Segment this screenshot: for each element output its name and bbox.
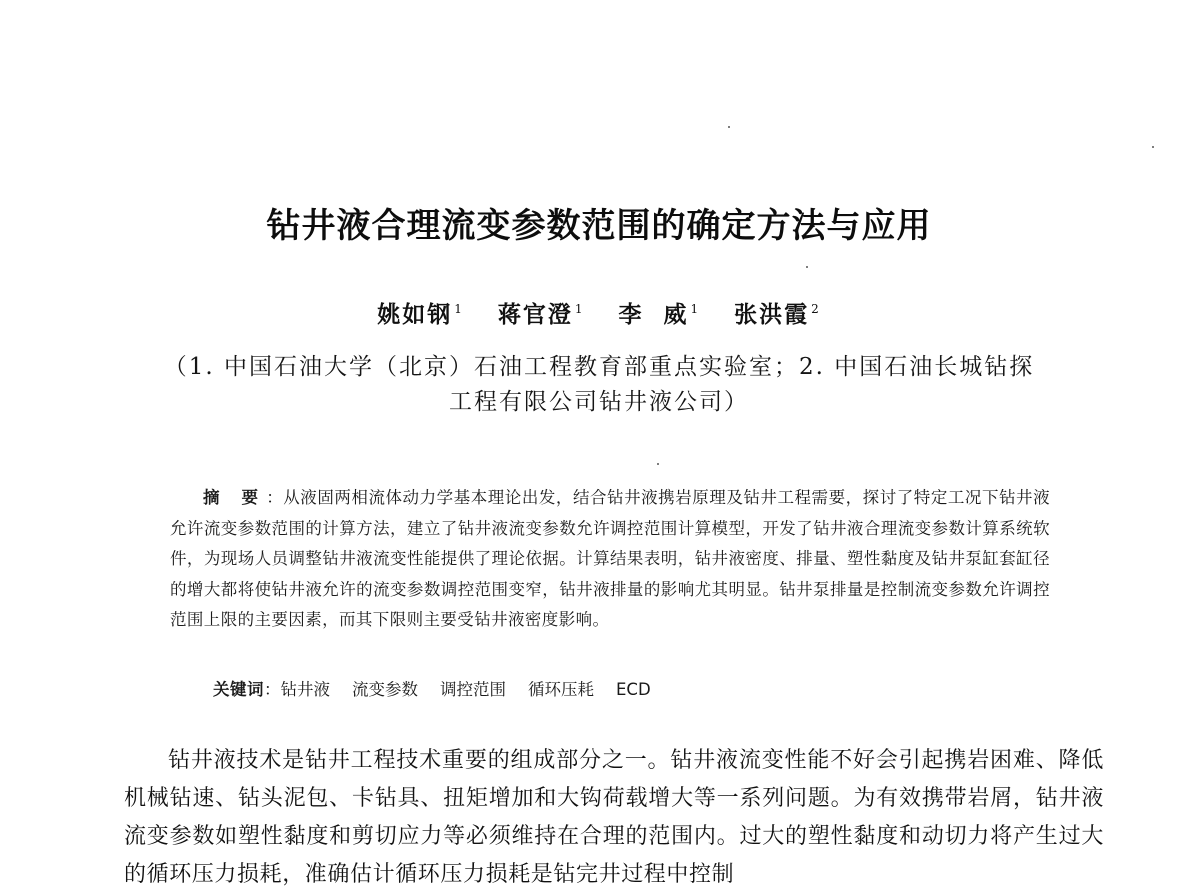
author: 姚如钢 $^1$	[377, 301, 464, 328]
abstract-label: 摘 要	[203, 488, 267, 507]
author: 张洪霞 $^2$	[734, 301, 821, 328]
keywords-label: 关键词	[213, 680, 264, 699]
keyword: 流变参数	[352, 680, 418, 699]
scan-speck	[657, 463, 659, 465]
keyword: 循环压耗	[528, 680, 594, 699]
author-list	[0, 296, 1198, 329]
keywords	[213, 676, 673, 700]
keyword: 钻井液	[280, 680, 330, 699]
affiliation-line-1: （1. 中国石油大学（北京）石油工程教育部重点实验室；2. 中国石油长城钻探	[163, 354, 1035, 380]
keywords-separator: ：	[264, 680, 281, 699]
affiliation-line-2: 工程有限公司钻井液公司）	[449, 389, 749, 415]
keyword: ECD	[616, 680, 651, 699]
abstract	[170, 483, 1050, 636]
abstract-text: ：从液固两相流体动力学基本理论出发，结合钻井液携岩原理及钻井工程需要，探讨了特定工况下钻井液允许流变参数范围的计算方法，建立了钻井液流变参数允许调控范围计算模型，开发了钻井液合理流变参数计算系统软件，为现场人员调整钻井液流变性能提供了理论依据。计算结果表明，钻井液密度、排量、塑性黏度及钻井泵缸套缸径的增大都将使钻井液允许的流变参数调控范围变窄，钻井液排量的影响尤其明显。钻井泵排量是控制流变参数允许调控范围上限的主要因素，而其下限则主要受钻井液密度影响。	[170, 488, 1051, 629]
scan-speck	[728, 126, 730, 128]
scan-speck	[806, 266, 808, 268]
keyword: 调控范围	[440, 680, 506, 699]
author: 蒋官澄 $^1$	[497, 301, 585, 328]
scan-speck	[1152, 146, 1154, 148]
author: 李 威 $^1$	[618, 301, 701, 328]
paper-title: 钻井液合理流变参数范围的确定方法与应用	[266, 206, 932, 246]
body-paragraph: 钻井液技术是钻井工程技术重要的组成部分之一。钻井液流变性能不好会引起携岩困难、降低机械钻速、钻头泥包、卡钻具、扭矩增加和大钩荷载增大等一系列问题。为有效携带岩屑，钻井液流变参数如塑性黏度和剪切应力等必须维持在合理的范围内。过大的塑性黏度和动切力将产生过大的循环压力损耗，准确估计循环压力损耗是钻完井过程中控制	[124, 748, 1104, 887]
